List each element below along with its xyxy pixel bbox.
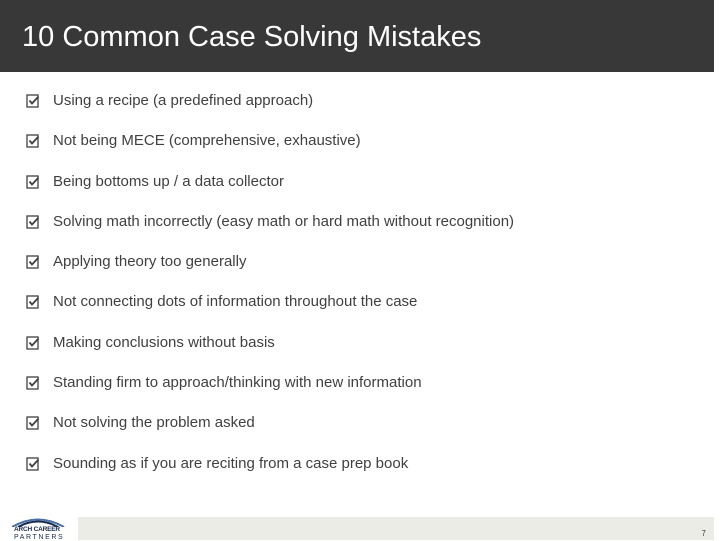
list-item <box>26 372 514 412</box>
checked-box-icon <box>26 94 41 109</box>
checked-box-icon <box>26 215 41 230</box>
page-number: 7 <box>701 529 706 538</box>
checked-box-icon <box>26 457 41 472</box>
list-item <box>26 171 514 211</box>
list-item <box>26 291 514 331</box>
logo-text-line1: ARCH CAREER <box>14 526 60 533</box>
list-item-text: Not being MECE (comprehensive, exhaustive) <box>53 132 361 150</box>
checked-box-icon <box>26 255 41 270</box>
mistakes-list <box>26 90 514 493</box>
list-item-text: Sounding as if you are reciting from a case prep book <box>53 454 409 472</box>
logo-text-line2: PARTNERS <box>14 534 65 541</box>
list-item <box>26 453 514 493</box>
list-item <box>26 130 514 170</box>
checked-box-icon <box>26 295 41 310</box>
list-item <box>26 412 514 452</box>
slide-title: 10 Common Case Solving Mistakes <box>22 21 482 53</box>
list-item-text: Making conclusions without basis <box>53 333 275 351</box>
checked-box-icon <box>26 336 41 351</box>
checked-box-icon <box>26 175 41 190</box>
list-item-text: Solving math incorrectly (easy math or hard math without recognition) <box>53 212 515 230</box>
list-item-text: Not solving the problem asked <box>53 414 255 432</box>
checked-box-icon <box>26 416 41 431</box>
title-bar <box>0 0 714 72</box>
list-item-text: Not connecting dots of information throughout the case <box>53 293 418 311</box>
right-edge-margin <box>714 0 720 540</box>
list-item <box>26 332 514 372</box>
list-item-text: Using a recipe (a predefined approach) <box>53 92 314 109</box>
checked-box-icon <box>26 376 41 391</box>
footer-band <box>78 517 714 540</box>
list-item-text: Being bottoms up / a data collector <box>53 172 284 190</box>
list-item-text: Standing firm to approach/thinking with new information <box>53 374 422 392</box>
list-item <box>26 211 514 251</box>
list-item-text: Applying theory too generally <box>53 253 247 271</box>
list-item <box>26 251 514 291</box>
slide-footer <box>0 512 720 540</box>
list-item <box>26 90 514 130</box>
checked-box-icon <box>26 134 41 149</box>
company-logo <box>10 515 70 541</box>
